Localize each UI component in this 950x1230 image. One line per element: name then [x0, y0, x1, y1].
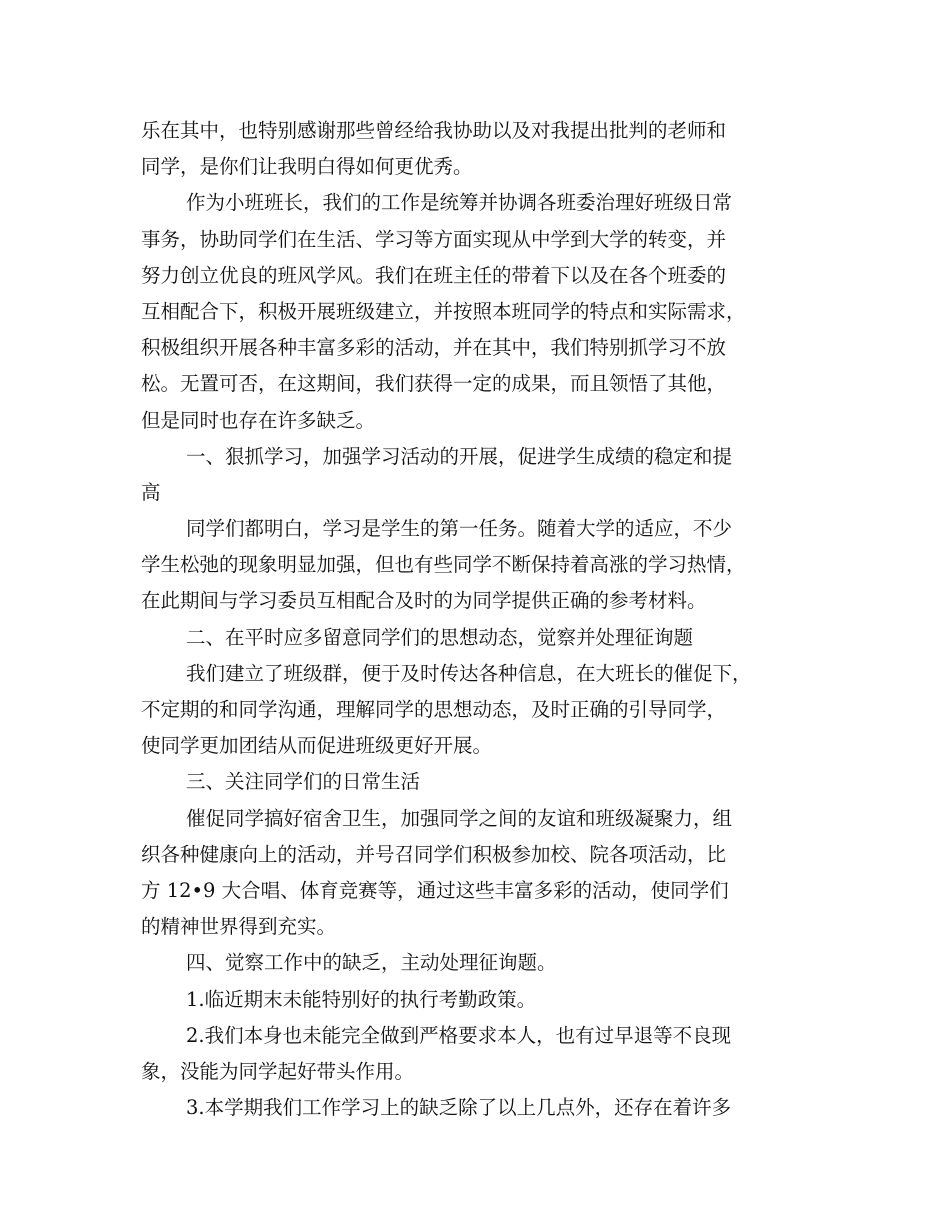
text-line: 事务，协助同学们在生活、学习等方面实现从中学到大学的转变，并: [141, 227, 727, 251]
text-line: 1.临近期末未能特别好的执行考勤政策。: [186, 987, 537, 1011]
text-line: 催促同学搞好宿舍卫生，加强同学之间的友谊和班级凝聚力，组: [186, 806, 733, 830]
text-line: 乐在其中，也特别感谢那些曾经给我协助以及对我提出批判的老师和: [141, 119, 727, 142]
text-line: 学生松弛的现象明显加强，但也有些同学不断保持着高涨的学习热情，: [141, 553, 746, 577]
text-line: 在此期间与学习委员互相配合及时的为同学提供正确的参考材料。: [141, 589, 707, 613]
text-line: 但是同时也存在许多缺乏。: [141, 408, 376, 432]
text-line: 使同学更加团结从而促进班级更好开展。: [141, 734, 493, 758]
text-line: 四、觉察工作中的缺乏，主动处理征询题。: [186, 951, 557, 975]
text-line: 努力创立优良的班风学风。我们在班主任的带着下以及在各个班委的: [141, 263, 727, 287]
text-line: 一、狠抓学习，加强学习活动的开展，促进学生成绩的稳定和提: [186, 444, 733, 468]
text-line: 松。无置可否，在这期间，我们获得一定的成果，而且领悟了其他，: [141, 372, 727, 396]
text-line: 织各种健康向上的活动，并号召同学们积极参加校、院各项活动，比: [141, 842, 727, 866]
text-line: 象，没能为同学起好带头作用。: [141, 1059, 415, 1083]
text-line: 方 12•9 大合唱、体育竞赛等，通过这些丰富多彩的活动，使同学们: [141, 878, 729, 902]
text-line: 的精神世界得到充实。: [141, 915, 337, 939]
text-line: 二、在平时应多留意同学们的思想动态，觉察并处理征询题: [186, 625, 694, 649]
text-line: 同学，是你们让我明白得如何更优秀。: [141, 155, 473, 179]
text-line: 同学们都明白，学习是学生的第一任务。随着大学的适应，不少: [186, 517, 733, 541]
text-line: 互相配合下，积极开展班级建立，并按照本班同学的特点和实际需求，: [141, 299, 746, 323]
text-line: 三、关注同学们的日常生活: [186, 770, 421, 794]
text-line: 2.我们本身也未能完全做到严格要求本人，也有过早退等不良现: [186, 1023, 732, 1047]
text-line: 3.本学期我们工作学习上的缺乏除了以上几点外，还存在着许多: [186, 1096, 732, 1120]
text-line: 作为小班班长，我们的工作是统筹并协调各班委治理好班级日常: [186, 191, 733, 215]
document-body: [141, 113, 821, 1126]
text-line: 不定期的和同学沟通，理解同学的思想动态，及时正确的引导同学，: [141, 698, 727, 721]
text-line: 高: [141, 480, 161, 504]
text-line: 我们建立了班级群，便于及时传达各种信息，在大班长的催促下，: [186, 661, 752, 685]
text-line: 积极组织开展各种丰富多彩的活动，并在其中，我们特别抓学习不放: [141, 336, 727, 360]
